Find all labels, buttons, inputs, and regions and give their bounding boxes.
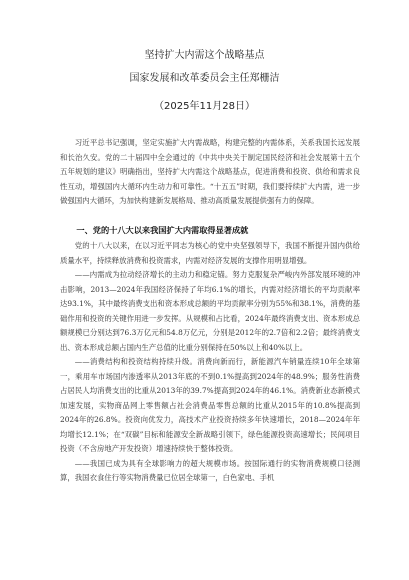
section-1-paragraph-2: ——内需成为拉动经济增长的主动力和稳定锚。努力克服复杂严峻内外部发展环境的冲击影响，2013—2024年我国经济保持了年均6.1%的增长，内需对经济增长的平均贡献率达93.1%，其中最终消费支出和资本形成总额的平均贡献率分别为55%和38.1%，消费的基础作用和投资的关键作用进一步发挥。从规模和占比看，2024年最终消费支出、资本形成总额规模已分别达到76.3万亿元和54.8万亿元，分别是2012年的2.7倍和2.2倍；最终消费支出、资本形成总额占国内生产总值的比重分别保持在50%以上和40%以上。	[60, 270, 360, 352]
document-title: 坚持扩大内需这个战略基点	[144, 50, 265, 61]
intro-paragraph-block	[60, 136, 360, 209]
section-1-heading: 一、党的十八大以来我国扩大内需取得显著成就	[76, 225, 249, 235]
section-1-paragraph-3: ——消费结构和投资结构持续升级。消费向新而行，新能源汽车销量连续10年全球第一，乘用车市场国内渗透率从2013年底的不到0.1%提高到2024年的48.9%；服务性消费占居民人均消费支出的比重从2013年的39.7%提高到2024年的46.1%。消费新业态新模式加速发展，实物商品网上零售额占社会消费品零售总额的比重从2015年的10.8%提高到2024年的26.8%。投资向优发力，高技术产业投资持续多年快速增长，2018—2024年年均增长12.1%；在“双碳”目标和能源安全新战略引领下，绿色能源投资高速增长；民间项目投资（不含房地产开发投资）增速持续快于整体投资。	[60, 357, 360, 453]
document-author: 国家发展和改革委员会主任郑栅洁	[129, 73, 280, 84]
section-1-paragraph-4: ——我国已成为具有全球影响力的超大规模市场。按国际通行的实物消费规模口径测算，我国衣食住行等实物消费量已位居全球第一，白色家电、手机	[60, 458, 360, 482]
intro-paragraph: 习近平总书记强调，坚定实施扩大内需战略，构建完整的内需体系，关系我国长远发展和长治久安。党的二十届四中全会通过的《中共中央关于制定国民经济和社会发展第十五个五年规划的建议》明确指出，坚持扩大内需这个战略基点，促进消费和投资、供给和需求良性互动，增强国内大循环内生动力和可靠性。“十五五”时期，我们要持续扩大内需，进一步做强国内大循环，为加快构建新发展格局、推动高质量发展提供强有力的保障。	[60, 138, 360, 205]
section-1-paragraph-1: 党的十八大以来，在以习近平同志为核心的党中央坚强领导下，我国不断提升国内供给质量水平，持续释放消费和投资需求，内需对经济发展的支撑作用明显增强。	[60, 241, 360, 265]
section-1-body	[60, 239, 360, 486]
document-date: （2025年11月28日）	[154, 101, 255, 112]
